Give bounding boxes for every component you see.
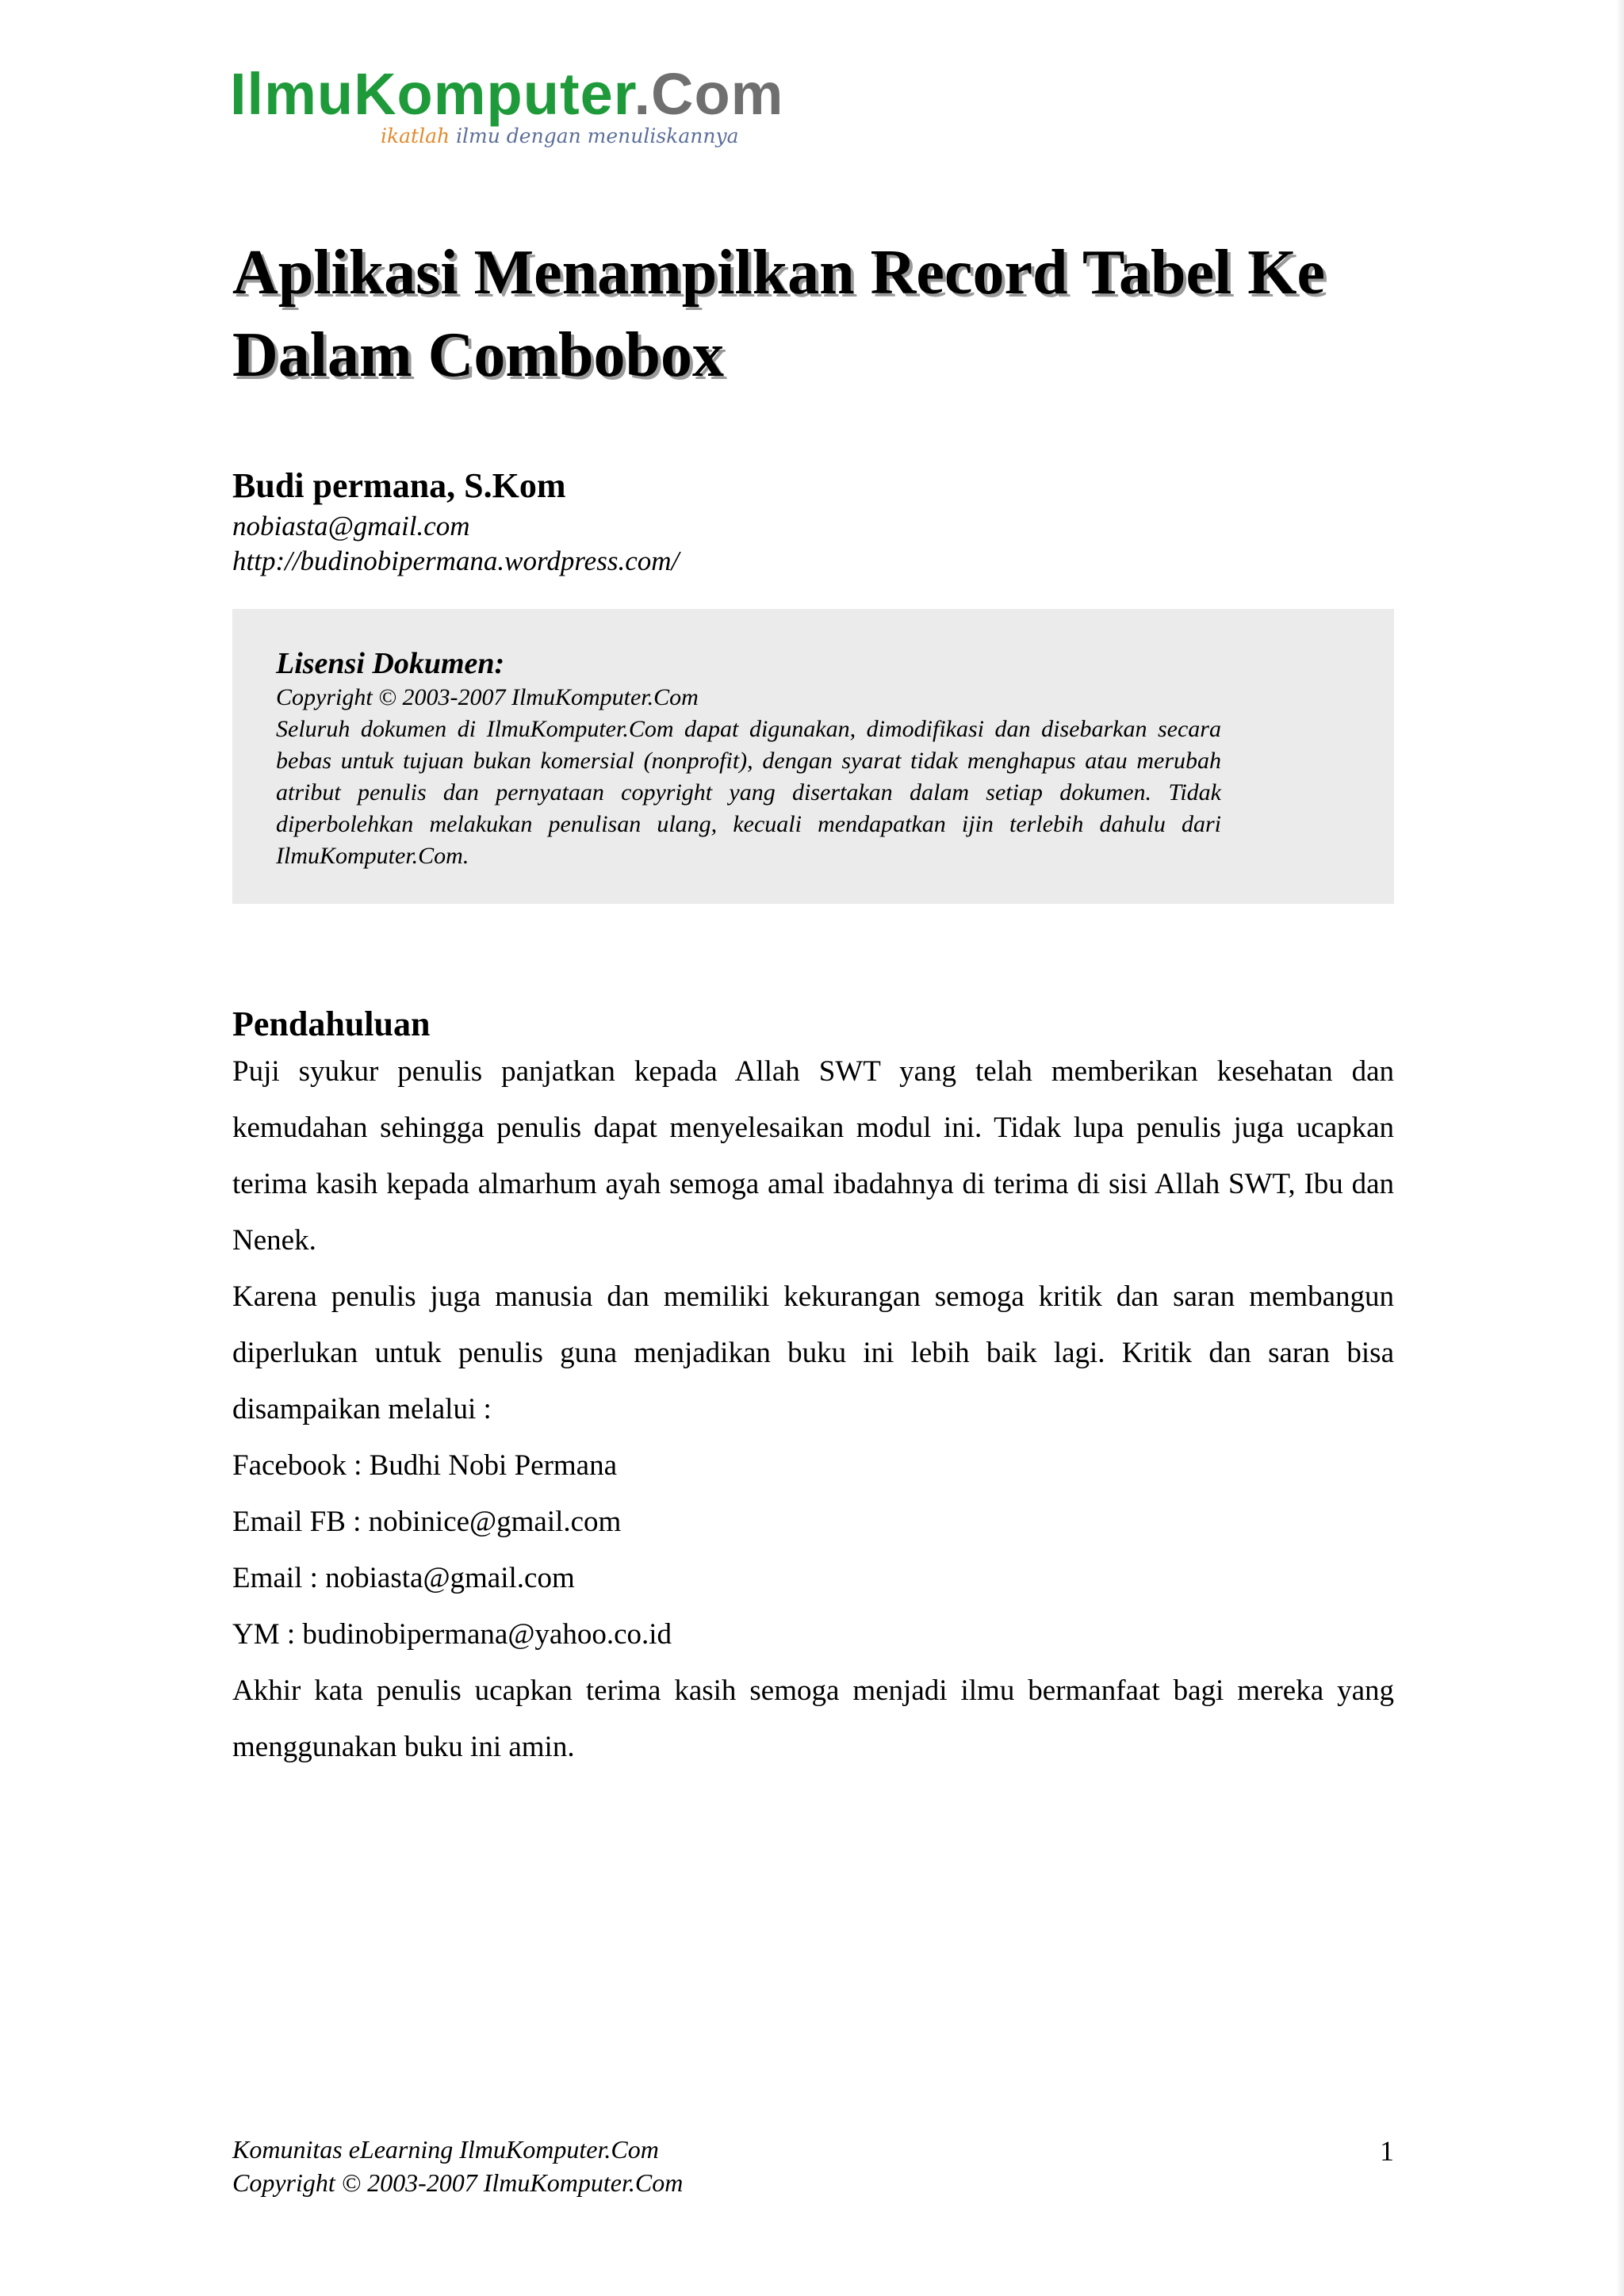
paragraph-closing: Akhir kata penulis ucapkan terima kasih semoga menjadi ilmu bermanfaat bagi mereka yang menggunakan buku ini amin. <box>232 1674 1394 1763</box>
license-copyright: Copyright © 2003-2007 IlmuKomputer.Com <box>276 684 699 710</box>
license-heading: Lisensi Dokumen: <box>276 647 505 680</box>
document-title: Aplikasi Menampilkan Record Tabel Ke Dalam Combobox <box>232 238 1325 390</box>
license-body: Seluruh dokumen di IlmuKomputer.Com dapat digunakan, dimodifikasi dan disebarkan secara bebas untuk tujuan bukan komersial (nonprofit), dengan syarat tidak menghapus atau merubah atribut penulis dan pernyataan copyright yang disertakan dalam setiap dokumen. Tidak diperbolehkan melakukan penulisan ulang, kecuali mendapatkan ijin terlebih dahulu dari IlmuKomputer.Com. <box>276 716 1221 869</box>
footer-line-copyright: Copyright © 2003-2007 IlmuKomputer.Com <box>232 2168 684 2197</box>
logo-wordmark <box>230 61 784 127</box>
section-heading: Pendahuluan <box>232 1004 431 1043</box>
contact-facebook: Facebook : Budhi Nobi Permana <box>232 1449 618 1482</box>
license-content <box>276 645 1221 872</box>
contact-email: Email : nobiasta@gmail.com <box>232 1562 575 1594</box>
paragraph-intro: Puji syukur penulis panjatkan kepada Allah SWT yang telah memberikan kesehatan dan kemudahan sehingga penulis dapat menyelesaikan modul ini. Tidak lupa penulis juga ucapkan terima kasih kepada almarhum ayah semoga amal ibadahnya di terima di sisi Allah SWT, Ibu dan Nenek. <box>232 1055 1394 1257</box>
author-website: http://budinobipermana.wordpress.com/ <box>232 545 680 576</box>
site-logo <box>230 61 784 152</box>
page-edge-shadow <box>1616 0 1624 2296</box>
logo-brand-suffix: .Com <box>634 61 784 127</box>
contact-ym: YM : budinobipermana@yahoo.co.id <box>232 1618 672 1651</box>
logo-tagline <box>381 122 738 150</box>
page-footer <box>232 2133 683 2199</box>
section-body <box>232 1043 1394 1775</box>
page-number: 1 <box>1380 2135 1394 2167</box>
author-name: Budi permana, S.Kom <box>232 466 566 505</box>
logo-brand-main: IlmuKomputer <box>230 61 634 127</box>
license-box <box>232 609 1394 904</box>
logo-tagline-part2: ilmu dengan menuliskannya <box>456 124 739 147</box>
paragraph-feedback: Karena penulis juga manusia dan memiliki kekurangan semoga kritik dan saran membangun diperlukan untuk penulis guna menjadikan buku ini lebih baik lagi. Kritik dan saran bisa disampaikan melalui : <box>232 1280 1394 1425</box>
footer-line-community: Komunitas eLearning IlmuKomputer.Com <box>232 2135 659 2164</box>
author-email: nobiasta@gmail.com <box>232 511 470 541</box>
contact-email-fb: Email FB : nobinice@gmail.com <box>232 1506 622 1538</box>
logo-tagline-part1: ikatlah <box>381 124 450 147</box>
